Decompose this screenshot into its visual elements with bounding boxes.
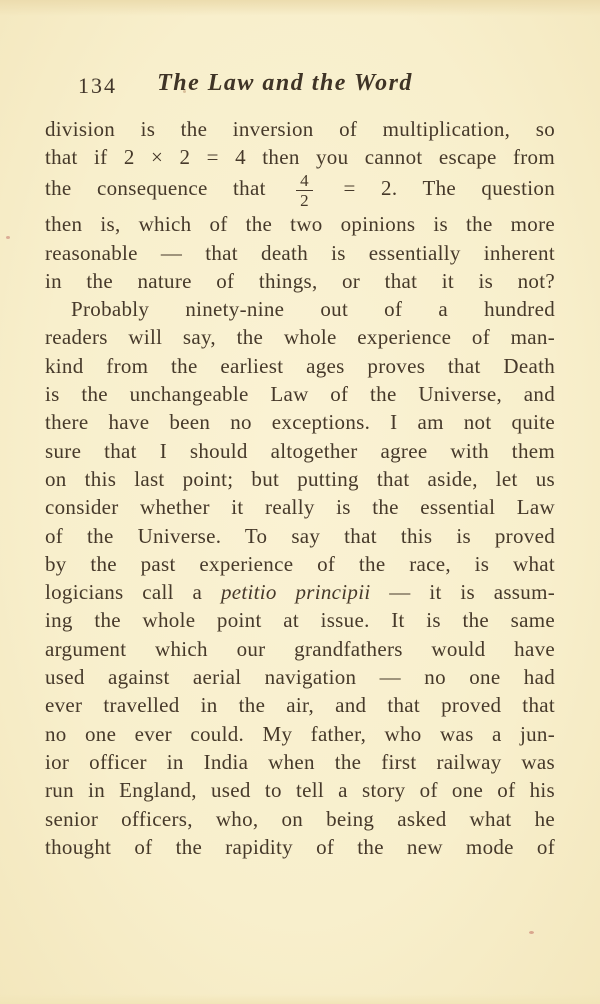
text-segment: on this last point; but putting that aside, let us bbox=[45, 466, 555, 491]
text-segment: there have been no exceptions. I am not quite bbox=[45, 410, 555, 435]
text-segment: consider whether it really is the essential Law bbox=[45, 495, 555, 520]
text-segment: sure that I should altogether agree with them bbox=[45, 438, 555, 463]
text-segment: then is, which of the two opinions is the more bbox=[45, 212, 555, 237]
text-line bbox=[45, 465, 555, 493]
text-line bbox=[45, 522, 555, 550]
text-line bbox=[45, 267, 555, 295]
text-segment: ever travelled in the air, and that proved that bbox=[45, 693, 555, 718]
text-line bbox=[45, 295, 555, 323]
page-number: 134 bbox=[78, 73, 117, 98]
text-segment: no one ever could. My father, who was a jun- bbox=[45, 721, 555, 746]
text-segment: thought of the rapidity of the new mode of bbox=[45, 834, 555, 859]
text-segment: by the past experience of the race, is what bbox=[45, 551, 555, 576]
text-line bbox=[45, 691, 555, 719]
text-line bbox=[45, 493, 555, 521]
text-line bbox=[45, 143, 555, 171]
text-segment: division is the inversion of multiplication, so bbox=[45, 117, 555, 141]
text-line bbox=[45, 323, 555, 351]
text-segment: argument which our grandfathers would have bbox=[45, 636, 555, 661]
text-line bbox=[45, 437, 555, 465]
text-line bbox=[45, 578, 555, 606]
text-segment: used against aerial navigation — no one had bbox=[45, 665, 555, 690]
italic-text-segment: petitio principii bbox=[220, 580, 371, 605]
text-segment: Probably ninety-nine out of a hundred bbox=[71, 297, 555, 322]
text-segment: the consequence that bbox=[45, 175, 266, 200]
text-line bbox=[45, 776, 555, 804]
text-segment: logicians call a bbox=[45, 580, 221, 605]
text-line bbox=[45, 635, 555, 663]
text-line bbox=[45, 408, 555, 436]
text-line bbox=[45, 805, 555, 833]
text-segment: ior officer in India when the first railway was bbox=[45, 749, 555, 774]
text-segment: — it is assum- bbox=[370, 580, 556, 605]
text-line bbox=[45, 380, 555, 408]
text-segment: of the Universe. To say that this is proved bbox=[45, 523, 555, 548]
text-line bbox=[45, 172, 555, 211]
text-segment: is the unchangeable Law of the Universe, and bbox=[45, 382, 555, 407]
running-title: The Law and the Word bbox=[157, 70, 413, 96]
text-segment: that if 2 × 2 = 4 then you cannot escape from bbox=[45, 145, 555, 170]
text-line bbox=[45, 210, 555, 238]
text-line bbox=[45, 748, 555, 776]
text-segment: = 2. The question bbox=[343, 175, 555, 200]
text-line bbox=[45, 606, 555, 634]
text-segment: kind from the earliest ages proves that Death bbox=[45, 353, 555, 378]
text-line bbox=[45, 352, 555, 380]
paper-speck bbox=[529, 931, 534, 934]
text-line bbox=[45, 720, 555, 748]
text-segment: ing the whole point at issue. It is the same bbox=[45, 608, 555, 633]
text-segment: in the nature of things, or that it is not? bbox=[45, 268, 555, 293]
running-head bbox=[45, 70, 555, 102]
text-line bbox=[45, 550, 555, 578]
body-text bbox=[45, 115, 555, 861]
text-segment: run in England, used to tell a story of one of his bbox=[45, 778, 555, 803]
paper-speck bbox=[6, 236, 10, 239]
text-segment: reasonable — that death is essentially inherent bbox=[45, 240, 555, 265]
text-line bbox=[45, 239, 555, 267]
inline-fraction: $\frac{4}{2}$ bbox=[293, 172, 316, 211]
text-line bbox=[45, 663, 555, 691]
text-line bbox=[45, 833, 555, 861]
text-segment: senior officers, who, on being asked what he bbox=[45, 806, 555, 831]
text-segment: readers will say, the whole experience of man- bbox=[45, 325, 555, 350]
text-line bbox=[45, 115, 555, 143]
